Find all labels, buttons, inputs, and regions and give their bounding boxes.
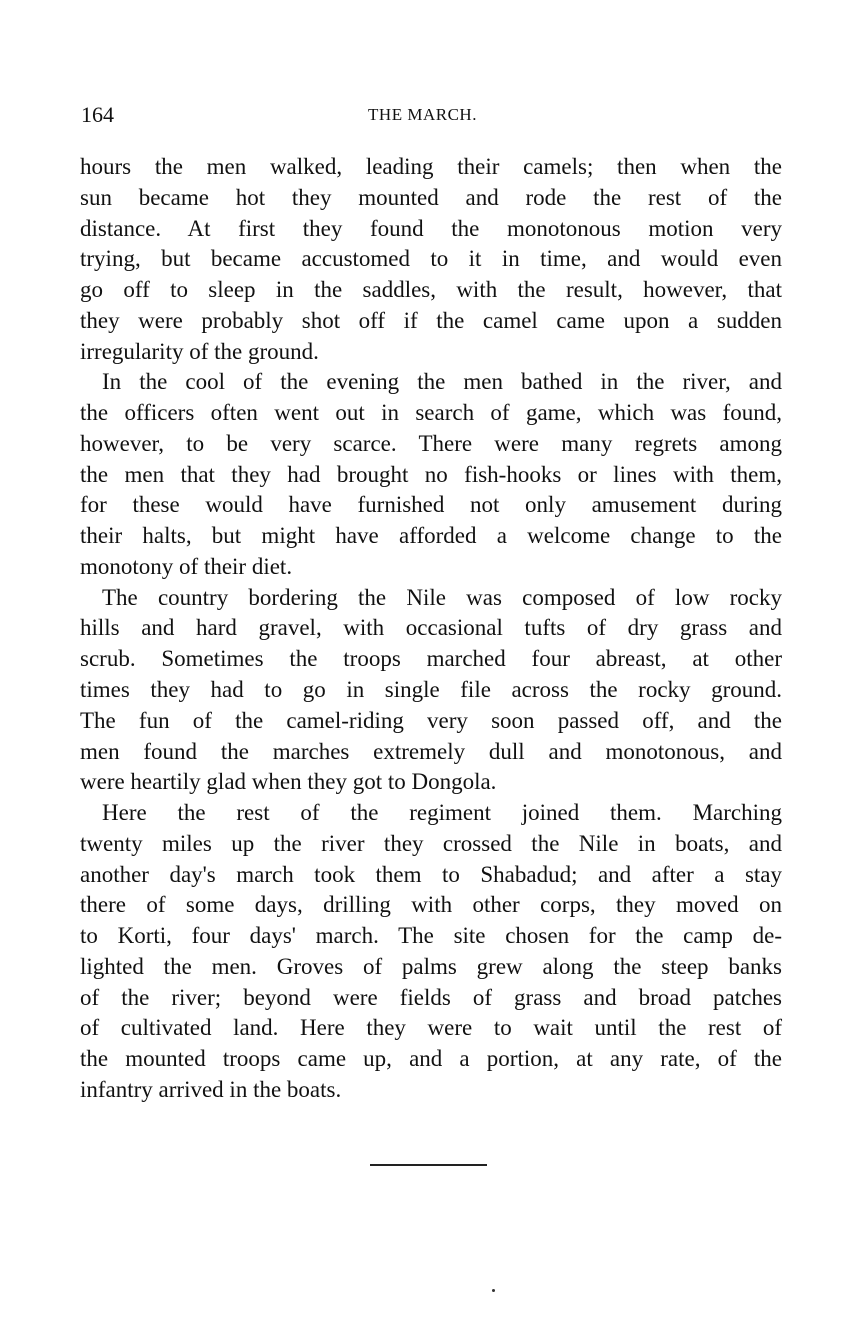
- text-line: infantry arrived in the boats.: [80, 1076, 342, 1102]
- text-line: the mounted troops came up, and a portion, at any rate, of the: [80, 1046, 782, 1072]
- section-divider: [370, 1164, 487, 1166]
- text-line: go off to sleep in the saddles, with the result, however, that: [80, 277, 782, 303]
- text-line: twenty miles up the river they crossed the Nile in boats, and: [80, 830, 782, 856]
- text-line: The fun of the camel-riding very soon passed off, and the: [80, 707, 782, 733]
- text-line: of cultivated land. Here they were to wait until the rest of: [80, 1015, 782, 1041]
- text-line: lighted the men. Groves of palms grew along the steep banks: [80, 953, 782, 979]
- text-line: another day's march took them to Shabadud; and after a stay: [80, 861, 782, 887]
- text-line: In the cool of the evening the men bathed in the river, and: [102, 369, 782, 395]
- text-line: trying, but became accustomed to it in time, and would even: [80, 246, 782, 272]
- text-line: to Korti, four days' march. The site chosen for the camp de-: [80, 923, 782, 949]
- text-line: sun became hot they mounted and rode the rest of the: [80, 184, 782, 210]
- text-line: there of some days, drilling with other corps, they moved on: [80, 892, 782, 918]
- text-line: were heartily glad when they got to Dongola.: [80, 769, 497, 795]
- page-number: 164: [81, 102, 114, 127]
- text-line: the officers often went out in search of game, which was found,: [80, 400, 782, 426]
- text-line: The country bordering the Nile was composed of low rocky: [102, 584, 782, 610]
- text-line: times they had to go in single file across the rocky ground.: [80, 677, 782, 703]
- text-line: irregularity of the ground.: [80, 338, 319, 364]
- text-line: their halts, but might have afforded a welcome change to the: [80, 523, 782, 549]
- text-line: hours the men walked, leading their camels; then when the: [80, 154, 782, 179]
- running-head: THE MARCH.: [368, 105, 477, 124]
- text-line: Here the rest of the regiment joined them. Marching: [102, 800, 782, 826]
- text-line: monotony of their diet.: [80, 553, 293, 579]
- text-line: they were probably shot off if the camel came upon a sudden: [80, 307, 782, 333]
- text-line: distance. At first they found the monotonous motion very: [80, 215, 782, 241]
- text-line: for these would have furnished not only amusement during: [80, 492, 782, 518]
- text-line: of the river; beyond were fields of grass and broad patches: [80, 984, 782, 1010]
- text-line: hills and hard gravel, with occasional tufts of dry grass and: [80, 615, 782, 641]
- text-line: men found the marches extremely dull and monotonous, and: [80, 738, 782, 764]
- body-text: [80, 152, 782, 1106]
- text-line: scrub. Sometimes the troops marched four abreast, at other: [80, 646, 782, 672]
- text-line: the men that they had brought no fish-hooks or lines with them,: [80, 461, 782, 487]
- speck: [492, 1289, 495, 1292]
- text-line: however, to be very scarce. There were many regrets among: [80, 430, 782, 456]
